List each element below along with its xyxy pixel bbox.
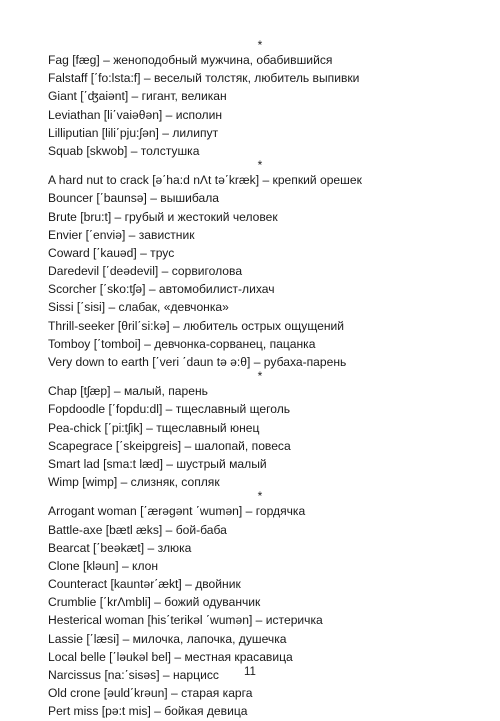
glossary-entry: Fag [fæg] – женоподобный мужчина, обабившийся xyxy=(48,53,333,67)
section-separator: * xyxy=(257,38,263,52)
glossary-entry: Envier [΄enviə] – завистник xyxy=(48,227,195,242)
glossary-section-1 xyxy=(48,40,468,160)
glossary-entry: Battle-axe [bætl æks] – бой-баба xyxy=(48,522,227,537)
glossary-entry: Smart lad [sma:t læd] – шустрый малый xyxy=(48,456,267,471)
glossary-entry: Falstaff [΄fo:lsta:f] – веселый толстяк, любитель выпивки xyxy=(48,71,360,86)
glossary-entry: Coward [΄kauəd] – трус xyxy=(48,245,175,260)
glossary-content xyxy=(48,40,468,721)
glossary-entry: Brute [bru:t] – грубый и жестокий человек xyxy=(48,209,278,224)
glossary-entry: Squab [skwob] – толстушка xyxy=(48,143,200,158)
section-separator: * xyxy=(257,369,263,384)
glossary-entry: Scapegrace [΄skeipgreis] – шалопай, повеса xyxy=(48,438,291,453)
glossary-entry: Giant [΄ʤaiənt] – гигант, великан xyxy=(48,89,227,104)
glossary-entry: Bearcat [΄beəkæt] – злюка xyxy=(48,540,192,555)
glossary-entry: Narcissus [na:΄sisəs] – нарцисс xyxy=(48,668,219,682)
glossary-entry: Clone [kləun] – клон xyxy=(48,558,159,573)
page-number: 11 xyxy=(244,666,256,678)
glossary-entry: Scorcher [΄sko:tʃə] – автомобилист-лихач xyxy=(48,282,275,297)
glossary-entry: Local belle [΄ləukəl bel] – местная красавица xyxy=(48,649,293,664)
section-separator: * xyxy=(257,489,263,504)
glossary-section-2 xyxy=(48,160,468,371)
glossary-entry: Old crone [əuld΄krəun] – старая карга xyxy=(48,686,253,701)
glossary-entry: Bouncer [΄baunsə] – вышибала xyxy=(48,191,220,206)
glossary-section-3 xyxy=(48,371,468,491)
glossary-entry: Daredevil [΄deədevil] – сорвиголова xyxy=(48,264,243,279)
glossary-section-4 xyxy=(48,491,468,720)
glossary-entry: Crumblie [΄krΛmbli] – божий одуванчик xyxy=(48,595,261,610)
glossary-entry: Sissi [΄sisi] – слабак, «девчонка» xyxy=(48,300,229,315)
glossary-entry: Counteract [kauntər΄ækt] – двойник xyxy=(48,577,241,592)
glossary-entry: Pea-chick [΄pi:tʃik] – тщеславный юнец xyxy=(48,420,260,435)
glossary-entry: Thrill-seeker [θril΄si:kə] – любитель острых ощущений xyxy=(48,318,345,333)
glossary-entry: Tomboy [΄tomboi] – девчонка-сорванец, пацанка xyxy=(48,336,316,351)
glossary-entry: Hesterical woman [his΄terikəl ΄wumən] – истеричка xyxy=(48,613,323,628)
glossary-entry: Chap [tʃæp] – малый, парень xyxy=(48,384,208,399)
glossary-entry: A hard nut to crack [ə΄ha:d nΛt tə΄kræk] – крепкий орешек xyxy=(48,173,362,188)
glossary-entry: Lassie [΄læsi] – милочка, лапочка, душечка xyxy=(48,631,287,646)
glossary-entry: Lilliputian [lili΄pju:ʃən] – лилипут xyxy=(48,125,219,140)
glossary-entry: Very down to earth [΄veri ΄daun tə ə:θ] – рубаха-парень xyxy=(48,355,347,369)
glossary-entry: Pert miss [pə:t mis] – бойкая девица xyxy=(48,704,248,719)
section-separator: * xyxy=(257,158,263,173)
glossary-entry: Wimp [wimp] – слизняк, сопляк xyxy=(48,475,220,490)
glossary-entry: Arrogant woman [΄ærəgənt ΄wumən] – гордячка xyxy=(48,504,306,519)
glossary-entry: Leviathan [li΄vaiəθən] – исполин xyxy=(48,107,223,122)
glossary-entry: Fopdoodle [΄fopdu:dl] – тщеславный щеголь xyxy=(48,402,291,417)
